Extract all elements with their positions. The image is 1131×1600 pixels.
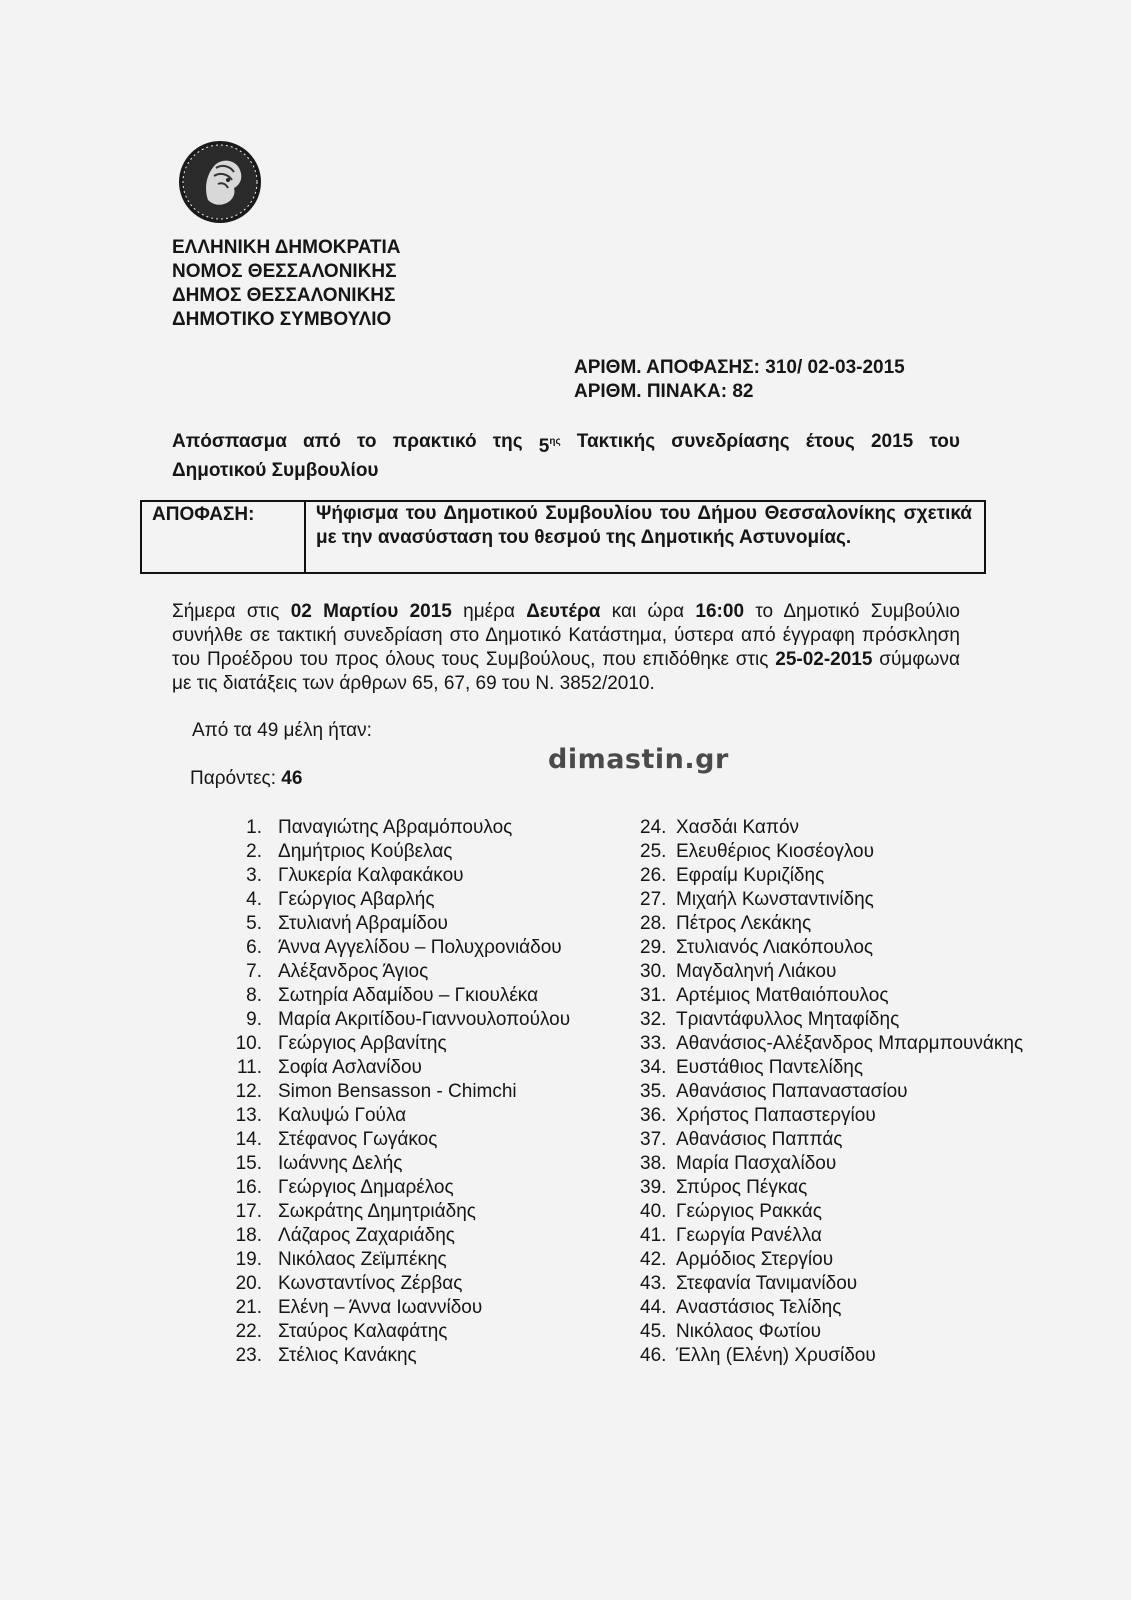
attendee-item — [224, 1272, 570, 1296]
ordinal-suffix: ης — [549, 436, 561, 447]
attendee-number: 16. — [235, 1177, 262, 1198]
attendee-number: 25. — [640, 841, 667, 862]
attendee-item — [640, 1104, 1023, 1128]
excerpt-word: 2015 — [870, 431, 914, 452]
attendee-name: Τριαντάφυλλος Μηταφίδης — [676, 1009, 900, 1030]
attendee-number: 23. — [235, 1345, 262, 1366]
attendee-item — [224, 1296, 570, 1320]
header-line: ΝΟΜΟΣ ΘΕΣΣΑΛΟΝΙΚΗΣ — [172, 261, 397, 282]
intro-text: και ώρα — [600, 601, 696, 622]
attendee-name: Σπύρος Πέγκας — [676, 1177, 808, 1198]
attendee-name: Γεωργία Ρανέλλα — [676, 1225, 822, 1246]
intro-text: ημέρα — [451, 601, 527, 622]
attendee-name: Στεφανία Τανιμανίδου — [676, 1273, 858, 1294]
attendee-item — [640, 1296, 1023, 1320]
intro-text: σύμφωνα με τις διατάξεις των άρθρων 65, 67, 69 του Ν. 3852/2010. — [172, 649, 960, 694]
attendee-item — [640, 1056, 1023, 1080]
attendee-name: Simon Bensasson - Chimchi — [278, 1081, 517, 1102]
attendee-item — [224, 984, 570, 1008]
excerpt-word: έτους — [805, 431, 855, 452]
attendee-number: 39. — [640, 1177, 667, 1198]
members-line: Από τα 49 μέλη ήταν: — [192, 720, 372, 741]
attendee-item — [640, 960, 1023, 984]
attendee-number: 28. — [640, 913, 667, 934]
excerpt-word: συνεδρίασης — [671, 431, 790, 452]
attendee-number: 4. — [246, 889, 262, 910]
attendee-number: 43. — [640, 1273, 667, 1294]
attendee-item — [224, 1176, 570, 1200]
attendee-name: Αλέξανδρος Άγιος — [278, 961, 429, 982]
attendee-number: 12. — [235, 1081, 262, 1102]
attendee-name: Παναγιώτης Αβραμόπουλος — [278, 817, 513, 838]
attendee-item — [640, 912, 1023, 936]
present-count-line — [190, 768, 302, 790]
attendee-number: 26. — [640, 865, 667, 886]
attendee-number: 45. — [640, 1321, 667, 1342]
attendee-name: Κωνσταντίνος Ζέρβας — [278, 1273, 463, 1294]
attendee-number: 20. — [235, 1273, 262, 1294]
attendee-item — [640, 1272, 1023, 1296]
attendee-number: 10. — [235, 1033, 262, 1054]
attendee-name: Δημήτριος Κούβελας — [278, 841, 453, 862]
attendee-item — [224, 1200, 570, 1224]
attendee-name: Αθανάσιος Παππάς — [676, 1129, 843, 1150]
attendee-name: Σταύρος Καλαφάτης — [278, 1321, 448, 1342]
attendee-item — [640, 1176, 1023, 1200]
header-line: ΔΗΜΟΤΙΚΟ ΣΥΜΒΟΥΛΙΟ — [172, 309, 392, 330]
attendee-number: 31. — [640, 985, 667, 1006]
attendee-name: Έλλη (Ελένη) Χρυσίδου — [676, 1345, 876, 1366]
attendee-item — [640, 1032, 1023, 1056]
attendee-number: 1. — [246, 817, 262, 838]
attendee-number: 14. — [235, 1129, 262, 1150]
attendee-number: 5. — [246, 913, 262, 934]
attendee-name: Μαγδαληνή Λιάκου — [676, 961, 837, 982]
excerpt-title-line-1 — [172, 430, 960, 459]
attendee-item — [224, 1008, 570, 1032]
attendee-number: 36. — [640, 1105, 667, 1126]
excerpt-word: από — [303, 431, 341, 452]
attendee-item — [640, 1248, 1023, 1272]
attendee-number: 19. — [235, 1249, 262, 1270]
attendee-name: Γεώργιος Αβαρλής — [278, 889, 435, 910]
decision-table — [140, 500, 986, 574]
attendee-name: Λάζαρος Ζαχαριάδης — [278, 1225, 455, 1246]
attendee-number: 2. — [246, 841, 262, 862]
attendee-number: 33. — [640, 1033, 667, 1054]
attendee-number: 9. — [246, 1009, 262, 1030]
table-number: ΑΡΙΘΜ. ΠΙΝΑΚΑ: 82 — [574, 381, 754, 402]
attendee-number: 29. — [640, 937, 667, 958]
attendee-item — [224, 1080, 570, 1104]
attendees-list-left — [224, 816, 570, 1368]
attendee-name: Νικόλαος Φωτίου — [676, 1321, 822, 1342]
attendee-item — [224, 936, 570, 960]
decision-label: ΑΠΟΦΑΣΗ: — [142, 502, 306, 572]
intro-paragraph — [172, 600, 960, 696]
site-watermark: dimastin.gr — [548, 744, 729, 775]
attendee-name: Άννα Αγγελίδου – Πολυχρονιάδου — [278, 937, 562, 958]
attendee-number: 40. — [640, 1201, 667, 1222]
attendees-list-right — [640, 816, 1023, 1368]
attendee-number: 32. — [640, 1009, 667, 1030]
attendee-number: 21. — [235, 1297, 262, 1318]
attendee-name: Στέλιος Κανάκης — [278, 1345, 417, 1366]
excerpt-word: Απόσπασμα — [172, 431, 287, 452]
attendee-item — [224, 864, 570, 888]
attendee-item — [224, 1152, 570, 1176]
attendee-name: Αθανάσιος-Αλέξανδρος Μπαρμπουνάκης — [676, 1033, 1024, 1054]
attendee-number: 11. — [236, 1057, 262, 1078]
attendee-name: Αθανάσιος Παπαναστασίου — [676, 1081, 908, 1102]
meeting-time: 16:00 — [695, 601, 745, 622]
attendee-name: Σοφία Ασλανίδου — [278, 1057, 422, 1078]
excerpt-word: του — [929, 431, 960, 452]
decision-number: ΑΡΙΘΜ. ΑΠΟΦΑΣΗΣ: 310/ 02-03-2015 — [574, 357, 905, 378]
excerpt-word: πρακτικό — [392, 431, 477, 452]
attendee-name: Ελευθέριος Κιοσέογλου — [676, 841, 874, 862]
attendee-name: Αρμόδιος Στεργίου — [676, 1249, 834, 1270]
attendee-item — [640, 984, 1023, 1008]
excerpt-title — [172, 430, 960, 483]
attendee-number: 7. — [246, 961, 262, 982]
attendee-number: 15. — [235, 1153, 262, 1174]
attendee-number: 44. — [640, 1297, 667, 1318]
present-label: Παρόντες: — [190, 768, 282, 789]
present-count: 46 — [281, 768, 303, 789]
attendee-item — [640, 1080, 1023, 1104]
attendee-number: 24. — [640, 817, 667, 838]
attendee-name: Σωκράτης Δημητριάδης — [278, 1201, 476, 1222]
coin-emblem-icon — [178, 140, 262, 224]
intro-text: Σήμερα στις — [172, 601, 291, 622]
decision-subject: Ψήφισμα του Δημοτικού Συμβουλίου του Δήμου Θεσσαλονίκης σχετικά με την ανασύσταση του θεσμού της Δημοτικής Αστυνομίας. — [316, 503, 972, 548]
attendee-item — [640, 840, 1023, 864]
attendee-number: 35. — [640, 1081, 667, 1102]
attendee-number: 34. — [640, 1057, 667, 1078]
attendee-item — [224, 888, 570, 912]
excerpt-title-line-2: Δημοτικού Συμβουλίου — [172, 460, 379, 481]
attendee-item — [224, 1104, 570, 1128]
attendee-item — [224, 1248, 570, 1272]
attendee-name: Νικόλαος Ζεϊμπέκης — [278, 1249, 447, 1270]
attendee-item — [640, 936, 1023, 960]
attendee-item — [224, 840, 570, 864]
attendee-name: Χασδάι Καπόν — [676, 817, 800, 838]
attendee-name: Μαρία Ακριτίδου-Γιαννουλοπούλου — [278, 1009, 571, 1030]
meeting-date: 02 Μαρτίου 2015 — [290, 601, 452, 622]
attendee-number: 30. — [640, 961, 667, 982]
attendee-name: Ευστάθιος Παντελίδης — [676, 1057, 864, 1078]
attendee-item — [224, 1128, 570, 1152]
attendee-item — [640, 1320, 1023, 1344]
attendee-number: 22. — [235, 1321, 262, 1342]
attendee-number: 3. — [246, 865, 262, 886]
header-line: ΕΛΛΗΝΙΚΗ ΔΗΜΟΚΡΑΤΙΑ — [172, 237, 401, 258]
attendee-item — [640, 1224, 1023, 1248]
attendee-name: Αρτέμιος Ματθαιόπουλος — [676, 985, 889, 1006]
issuer-header — [172, 236, 400, 332]
attendee-name: Σωτηρία Αδαμίδου – Γκιουλέκα — [278, 985, 539, 1006]
attendee-name: Στυλιανός Λιακόπουλος — [676, 937, 874, 958]
attendee-item — [224, 1032, 570, 1056]
attendee-name: Εφραίμ Κυριζίδης — [676, 865, 825, 886]
attendee-name: Μαρία Πασχαλίδου — [676, 1153, 837, 1174]
attendee-item — [224, 816, 570, 840]
attendee-name: Γεώργιος Ρακκάς — [676, 1201, 822, 1222]
session-ordinal — [539, 430, 561, 459]
attendee-item — [224, 1344, 570, 1368]
attendee-number: 38. — [640, 1153, 667, 1174]
attendee-name: Πέτρος Λεκάκης — [676, 913, 812, 934]
attendee-item — [640, 1152, 1023, 1176]
attendee-number: 17. — [235, 1201, 262, 1222]
attendee-item — [224, 1320, 570, 1344]
excerpt-word: της — [492, 431, 523, 452]
served-date: 25-02-2015 — [775, 649, 873, 670]
attendee-number: 37. — [640, 1129, 667, 1150]
attendee-item — [640, 1344, 1023, 1368]
attendee-item — [640, 816, 1023, 840]
attendee-item — [224, 960, 570, 984]
attendee-name: Στέφανος Γωγάκος — [278, 1129, 438, 1150]
attendee-item — [224, 1056, 570, 1080]
attendee-name: Μιχαήλ Κωνσταντινίδης — [676, 889, 874, 910]
attendee-item — [640, 864, 1023, 888]
attendee-name: Στυλιανή Αβραμίδου — [278, 913, 448, 934]
attendee-name: Καλυψώ Γούλα — [278, 1105, 407, 1126]
reference-numbers — [574, 356, 905, 404]
excerpt-word: το — [356, 431, 377, 452]
attendee-item — [224, 1224, 570, 1248]
attendee-name: Ελένη – Άννα Ιωαννίδου — [278, 1297, 483, 1318]
attendee-number: 6. — [246, 937, 262, 958]
attendee-number: 8. — [246, 985, 262, 1006]
attendee-number: 41. — [640, 1225, 667, 1246]
attendee-name: Ιωάννης Δελής — [278, 1153, 403, 1174]
excerpt-word: Τακτικής — [576, 431, 656, 452]
attendee-name: Γεώργιος Δημαρέλος — [278, 1177, 454, 1198]
header-line: ΔΗΜΟΣ ΘΕΣΣΑΛΟΝΙΚΗΣ — [172, 285, 396, 306]
meeting-day: Δευτέρα — [526, 601, 601, 622]
attendee-item — [640, 1008, 1023, 1032]
attendee-name: Χρήστος Παπαστεργίου — [676, 1105, 876, 1126]
attendee-name: Γεώργιος Αρβανίτης — [278, 1033, 447, 1054]
attendee-item — [640, 1200, 1023, 1224]
intro-text: το Δημοτικό Συμβούλιο συνήλθε σε τακτική συνεδρίαση στο Δημοτικό Κατάστημα, ύστερα από έγγραφη πρόσκληση του Προέδρου του προς όλους τους Συμβούλους, που επιδόθηκε στις — [172, 601, 960, 670]
attendee-item — [640, 1128, 1023, 1152]
attendee-number: 42. — [640, 1249, 667, 1270]
attendee-name: Γλυκερία Καλφακάκου — [278, 865, 464, 886]
attendee-number: 13. — [235, 1105, 262, 1126]
attendee-item — [640, 888, 1023, 912]
ordinal-number: 5 — [538, 436, 550, 457]
attendee-item — [224, 912, 570, 936]
attendee-name: Αναστάσιος Τελίδης — [676, 1297, 842, 1318]
attendee-number: 18. — [235, 1225, 262, 1246]
attendee-number: 46. — [640, 1345, 667, 1366]
attendee-number: 27. — [640, 889, 667, 910]
